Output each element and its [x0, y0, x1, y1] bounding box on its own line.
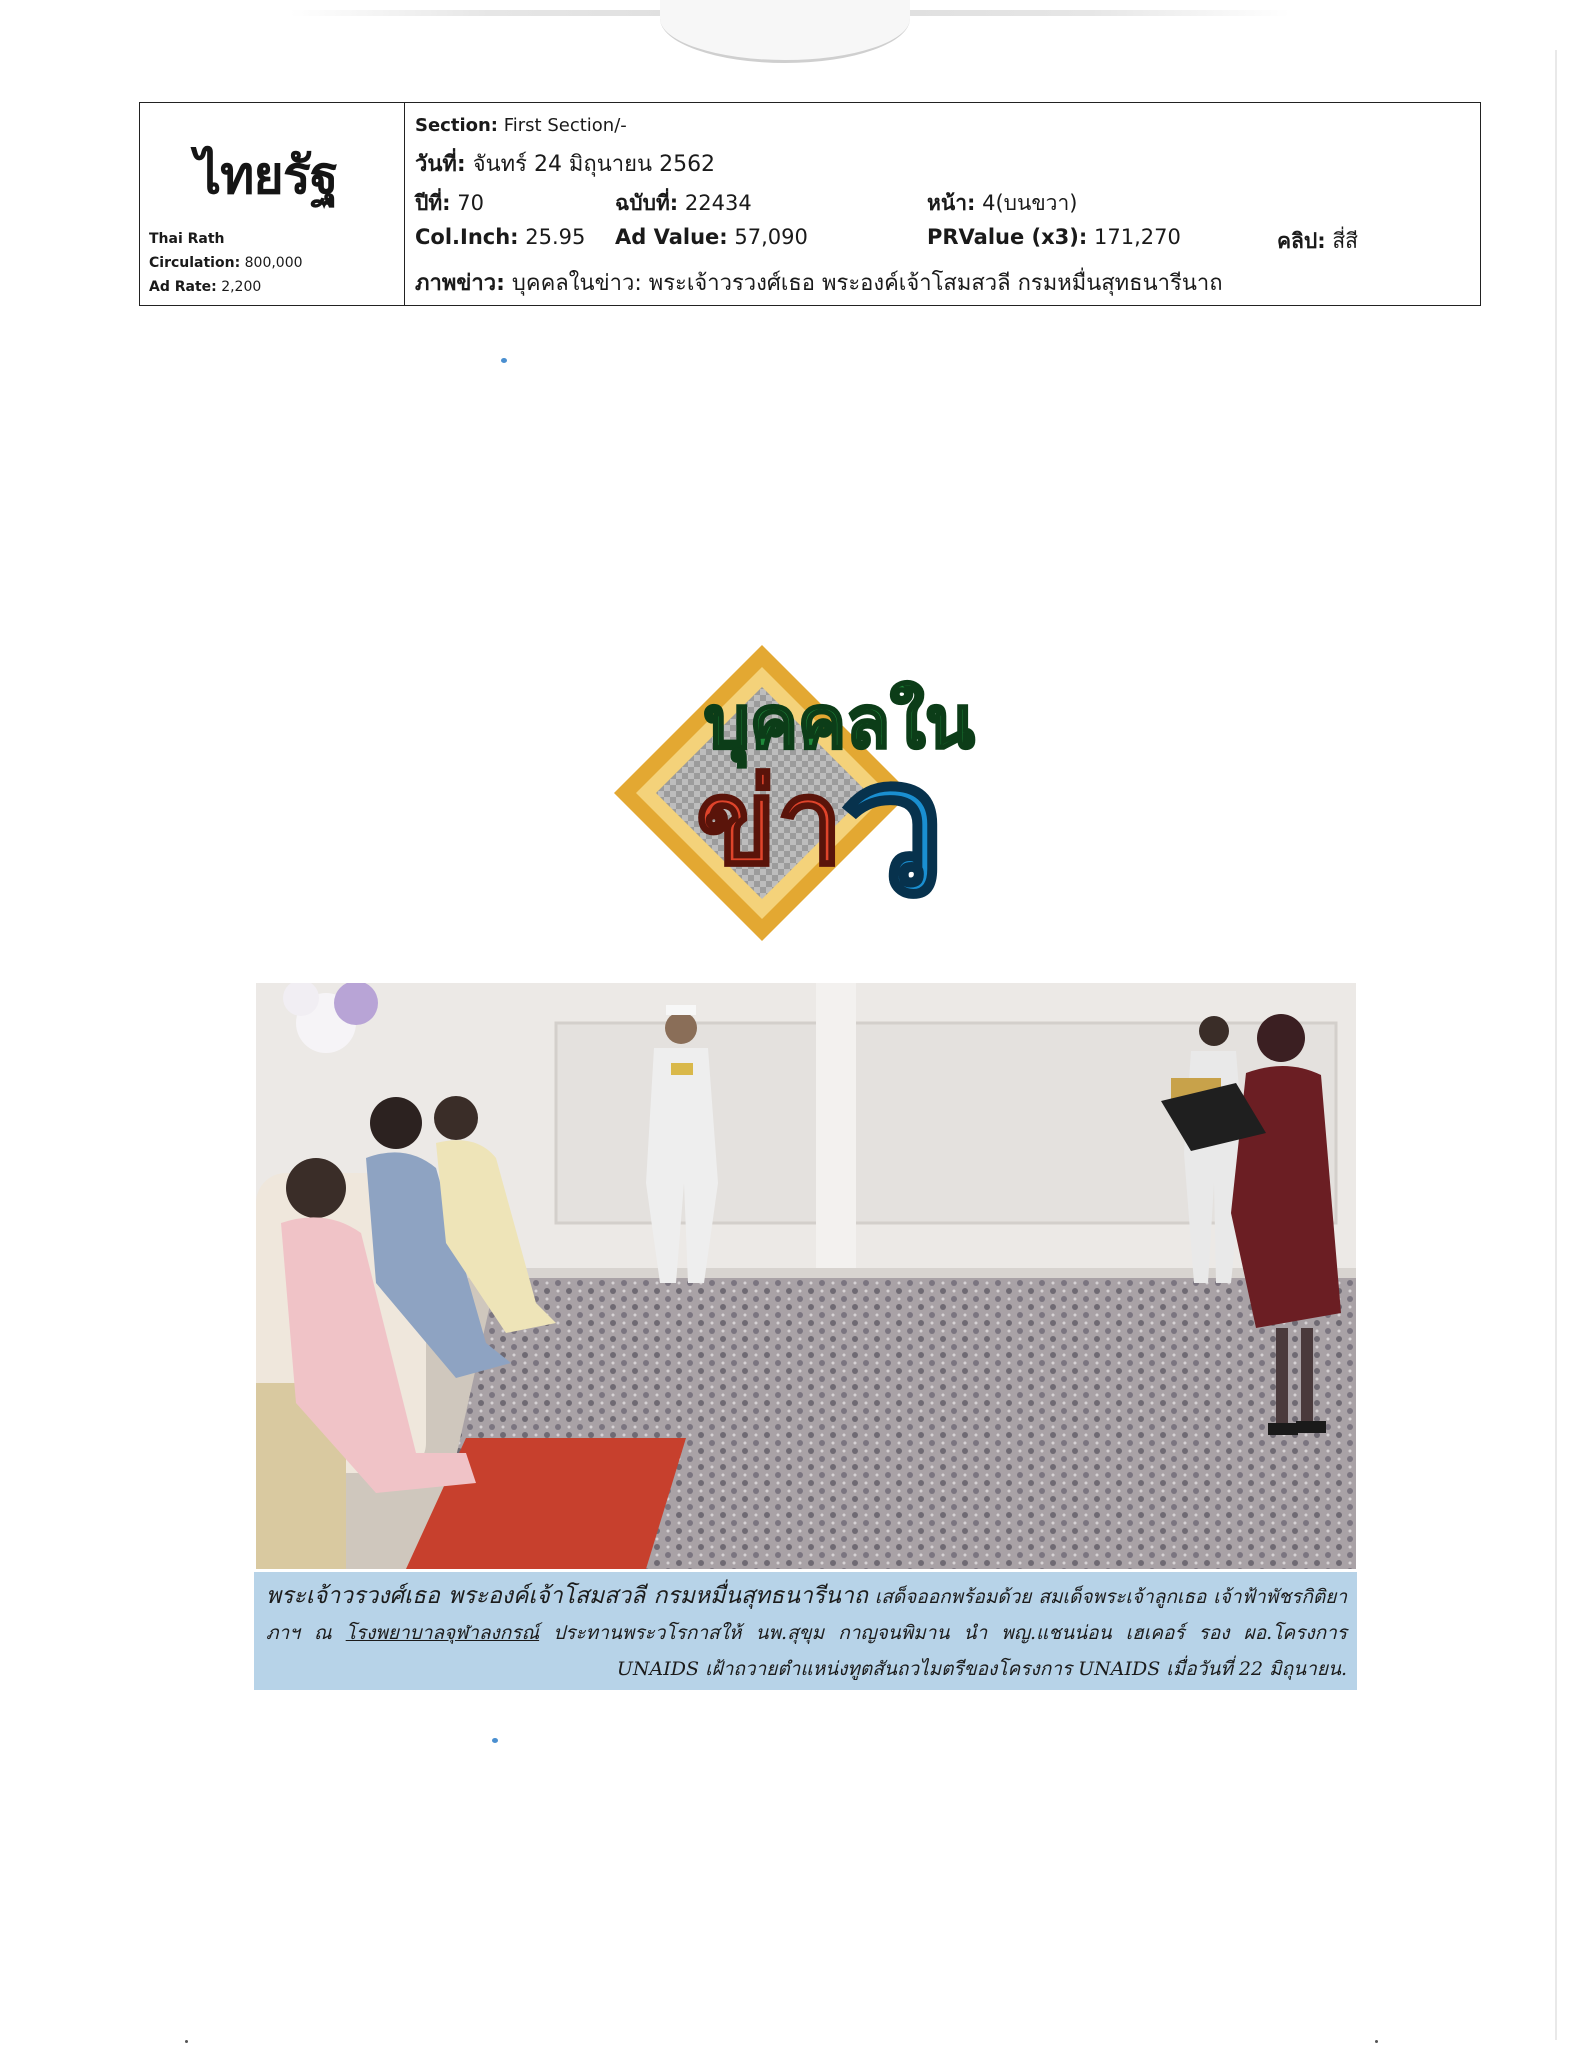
- clip-label: คลิป:: [1277, 229, 1326, 253]
- scan-dot: [492, 1738, 498, 1743]
- section-row: [415, 115, 627, 136]
- page-label: หน้า:: [927, 191, 976, 215]
- publication-panel: [140, 103, 405, 305]
- section-label: Section:: [415, 115, 498, 136]
- caption-lead: พระเจ้าวรวงศ์เธอ พระองค์เจ้าโสมสวลี กรมหมื่นสุทธนารีนาถ: [266, 1583, 868, 1609]
- year-label: ปีที่:: [415, 191, 451, 215]
- colinch-value: 25.95: [525, 225, 586, 249]
- year-field: [415, 187, 484, 220]
- caption-text-1: เสด็จออกพร้อมด้วย สมเด็จพระเจ้าลูกเธอ เจ้าฟ้าพัชรกิติยาภาฯ ณ: [266, 1586, 1347, 1644]
- news-photo: [256, 983, 1356, 1569]
- issue-field: [615, 187, 752, 220]
- colinch-field: [415, 225, 585, 249]
- news-value: บุคคลในข่าว: พระเจ้าวรวงศ์เธอ พระองค์เจ้าโสมสวลี กรมหมื่นสุทธนารีนาถ: [511, 271, 1223, 296]
- logo-line2-red: ข่า: [696, 753, 843, 891]
- photo-scene: [256, 983, 1356, 1569]
- scan-clip-shadow: [660, 0, 910, 63]
- advalue-label: Ad Value:: [615, 225, 728, 249]
- caption-hospital: โรงพยาบาลจุฬาลงกรณ์: [345, 1622, 540, 1644]
- metadata-panel: [405, 103, 1480, 305]
- section-value: First Section/-: [503, 115, 627, 136]
- column-logo: [604, 635, 1024, 965]
- date-row: [415, 146, 715, 181]
- prvalue-label: PRValue (x3):: [927, 225, 1088, 249]
- publication-name: Thai Rath: [149, 231, 225, 247]
- clip-value: สี่สี: [1332, 229, 1358, 253]
- issue-value: 22434: [684, 191, 752, 215]
- photo-caption: [254, 1572, 1357, 1690]
- news-label: ภาพข่าว:: [415, 271, 505, 296]
- clip-field: [1277, 225, 1358, 258]
- page-field: [927, 187, 1077, 220]
- prvalue-field: [927, 225, 1181, 249]
- advalue-value: 57,090: [734, 225, 808, 249]
- ad-rate-label: Ad Rate:: [149, 279, 217, 295]
- ad-rate-value: 2,200: [221, 279, 262, 295]
- page-value: 4(บนขวา): [982, 191, 1078, 215]
- issue-label: ฉบับที่:: [615, 191, 679, 215]
- prvalue-value: 171,270: [1093, 225, 1181, 249]
- publication-info: [149, 227, 303, 299]
- circulation-label: Circulation:: [149, 255, 241, 271]
- scan-mark: [185, 2040, 188, 2043]
- logo-line1: บุคคลใน: [704, 680, 975, 764]
- clipping-header: [139, 102, 1481, 306]
- date-value: จันทร์ 24 มิถุนายน 2562: [472, 152, 716, 177]
- publication-logo: ไทยรัฐ: [195, 145, 338, 206]
- scan-dot: [501, 358, 507, 363]
- advalue-field: [615, 225, 808, 249]
- news-row: [415, 265, 1223, 300]
- caption-text-2: ประทานพระวโรกาสให้ นพ.สุขุม กาญจนพิมาน นำ พญ.แชนน่อน เฮเคอร์ รอง ผอ.โครงการ UNAIDS เฝ้าถวายตำแหน่งทูตสันถวไมตรีของโครงการ UNAIDS เมื่อวันที่ 22 มิถุนายน.: [539, 1622, 1347, 1680]
- colinch-label: Col.Inch:: [415, 225, 519, 249]
- logo-line2-blue: ว: [840, 717, 947, 938]
- scan-mark: [1375, 2040, 1378, 2043]
- date-label: วันที่:: [415, 152, 466, 177]
- page-edge: [1555, 50, 1557, 2040]
- circulation-value: 800,000: [244, 255, 303, 271]
- year-value: 70: [457, 191, 484, 215]
